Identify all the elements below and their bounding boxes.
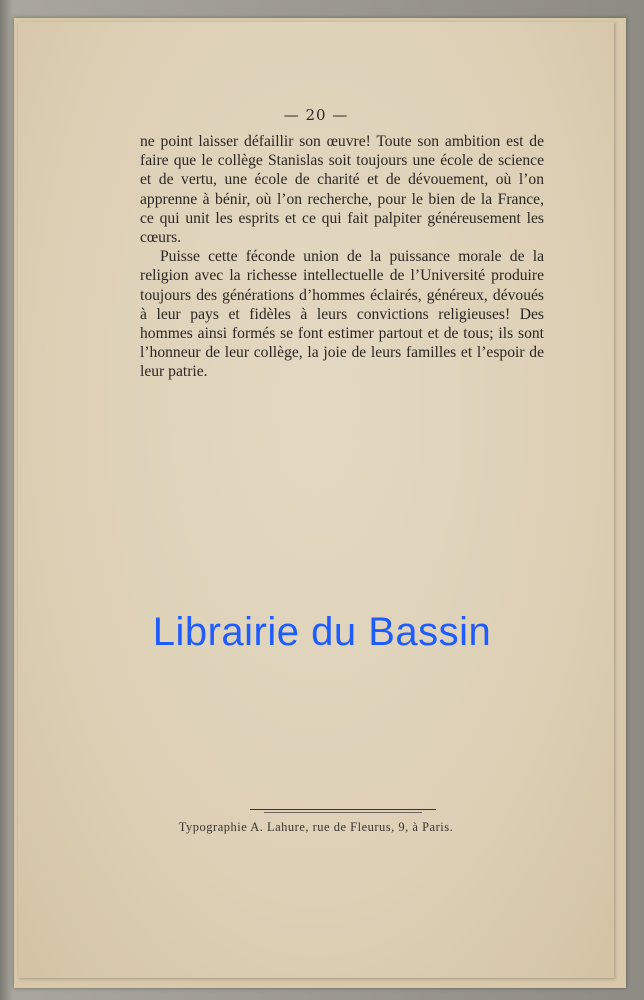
watermark-text: Librairie du Bassin: [152, 610, 492, 654]
body-text: [140, 132, 544, 382]
page-number: — 20 —: [283, 106, 349, 124]
imprint-rule-secondary: [264, 812, 422, 813]
printer-imprint: Typographie A. Lahure, rue de Fleurus, 9, à Paris.: [178, 820, 454, 834]
paragraph-2: Puisse cette féconde union de la puissance morale de la religion avec la richesse intellectuelle de l’Université produire toujours des générations d’hommes éclairés, généreux, dévoués à leur pays et fidèles à leurs convictions religieuses! Des hommes ainsi formés se font estimer partout et de tous; ils sont l’honneur de leur collège, la joie de leurs familles et l’espoir de leur patrie.: [140, 248, 544, 381]
book-page: [18, 22, 614, 978]
paragraph-1: ne point laisser défaillir son œuvre! Toute son ambition est de faire que le collège Stanislas soit toujours une école de science et de vertu, une école de charité et de dévouement, où l’on apprenne à bénir, où l’on recherche, pour le bien de la France, ce qui unit les esprits et ce qui fait palpiter généreusement les cœurs.: [140, 133, 544, 247]
imprint-rule: [250, 809, 436, 810]
